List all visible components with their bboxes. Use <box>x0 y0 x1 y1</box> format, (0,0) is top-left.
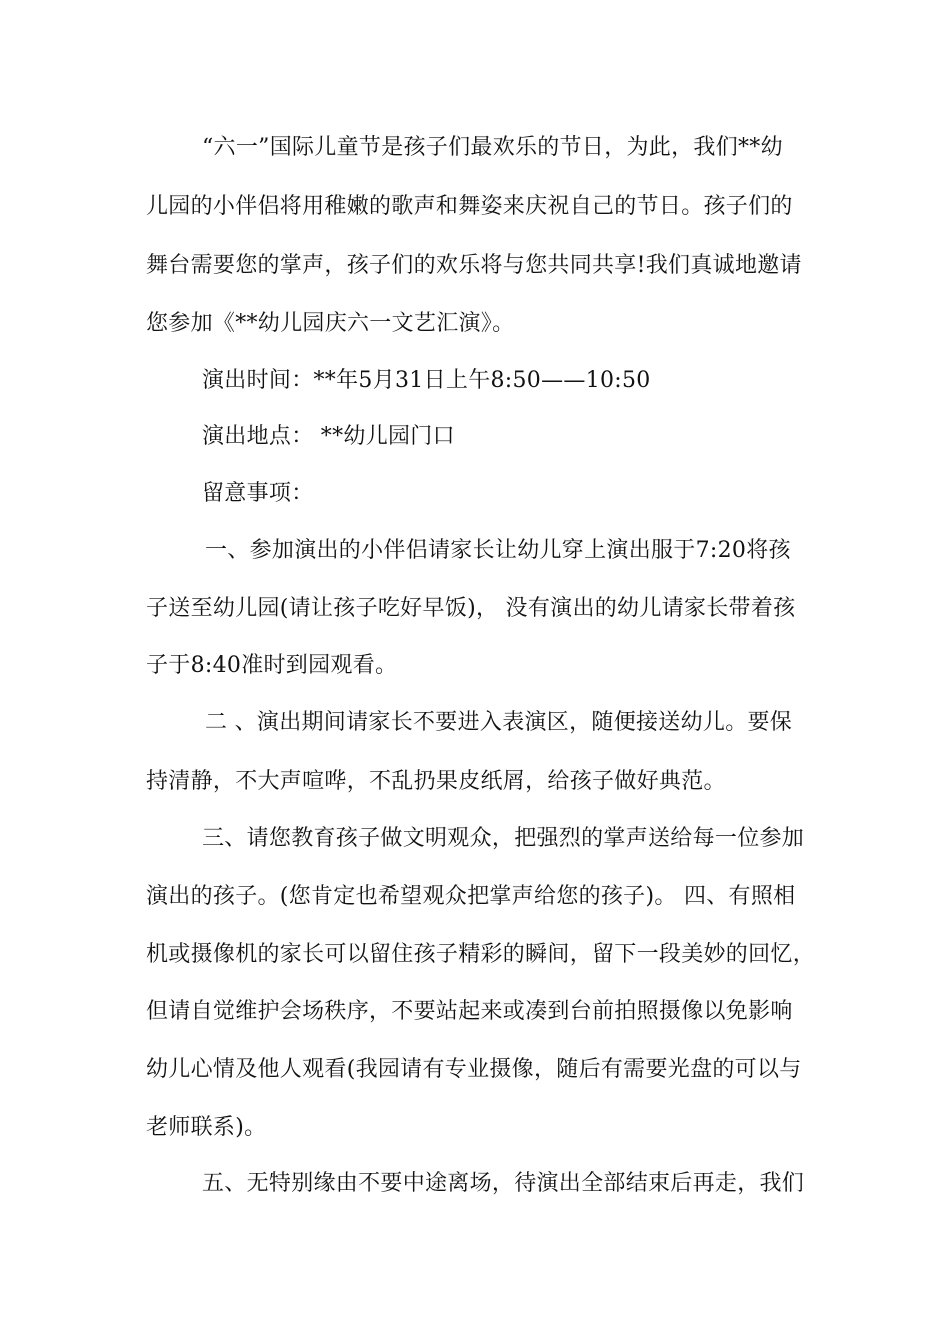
text-line: 幼儿心情及他人观看(我园请有专业摄像，随后有需要光盘的可以与 <box>146 1057 802 1082</box>
text-line: 留意事项： <box>202 481 314 506</box>
text-line: 演出时间：**年5月31日上午8:50——10:50 <box>202 368 651 393</box>
text-line: 演出的孩子。(您肯定也希望观众把掌声给您的孩子)。 四、有照相 <box>146 884 796 909</box>
text-line: 老师联系)。 <box>146 1115 267 1140</box>
text-line: 子于8:40准时到园观看。 <box>146 653 398 678</box>
text-line: 舞台需要您的掌声，孩子们的欢乐将与您共同共享!我们真诚地邀请 <box>146 253 802 278</box>
text-line: 但请自觉维护会场秩序，不要站起来或凑到台前拍照摄像以免影响 <box>146 999 793 1024</box>
text-line: 儿园的小伴侣将用稚嫩的歌声和舞姿来庆祝自己的节日。孩子们的 <box>146 194 793 219</box>
text-line: 机或摄像机的家长可以留住孩子精彩的瞬间，留下一段美妙的回忆， <box>146 942 816 967</box>
text-line: 持清静，不大声喧哗，不乱扔果皮纸屑，给孩子做好典范。 <box>146 769 726 794</box>
text-line: 您参加《**幼儿园庆六一文艺汇演》。 <box>146 311 515 336</box>
text-line: 演出地点： **幼儿园门口 <box>202 424 455 449</box>
text-line: 二 、演出期间请家长不要进入表演区，随便接送幼儿。要保 <box>205 710 793 735</box>
text-line: 一、参加演出的小伴侣请家长让幼儿穿上演出服于7:20将孩 <box>205 538 791 563</box>
text-line: “六一”国际儿童节是孩子们最欢乐的节日，为此，我们**幼 <box>202 135 783 160</box>
text-line: 三、请您教育孩子做文明观众，把强烈的掌声送给每一位参加 <box>202 826 805 851</box>
text-line: 五、无特别缘由不要中途离场，待演出全部结束后再走，我们 <box>202 1171 805 1196</box>
text-line: 子送至幼儿园(请让孩子吃好早饭)， 没有演出的幼儿请家长带着孩 <box>146 596 796 621</box>
